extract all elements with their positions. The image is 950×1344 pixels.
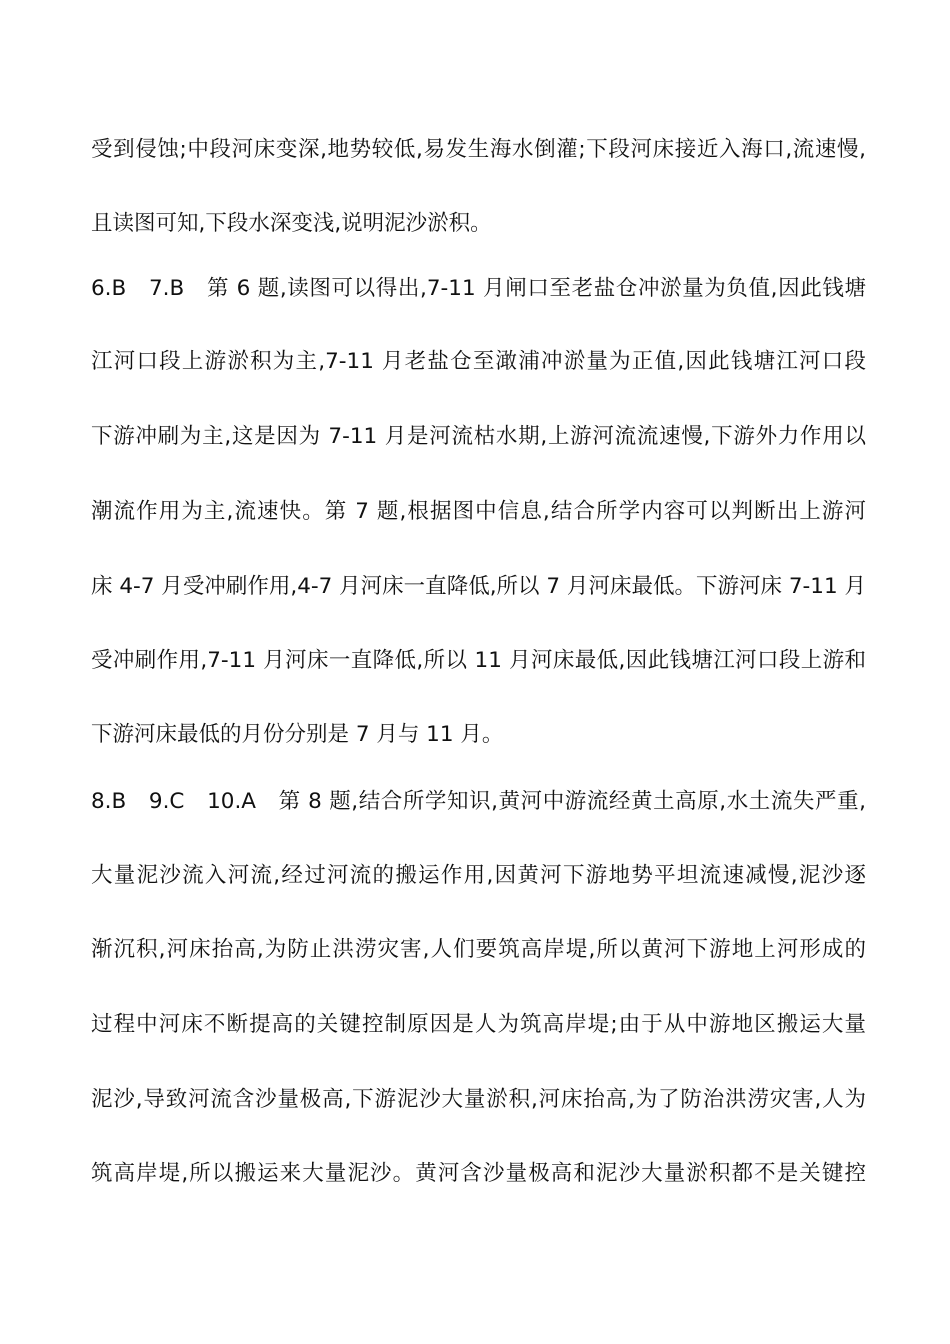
text-line: 床 4-7 月受冲刷作用,4-7 月河床一直降低,所以 7 月河床最低。下游河床 7-11 月	[91, 574, 866, 599]
text-line: 受冲刷作用,7-11 月河床一直降低,所以 11 月河床最低,因此钱塘江河口段上游和	[91, 648, 866, 673]
text-line: 受到侵蚀;中段河床变深,地势较低,易发生海水倒灌;下段河床接近入海口,流速慢,	[91, 137, 866, 162]
text-line: 大量泥沙流入河流,经过河流的搬运作用,因黄河下游地势平坦流速减慢,泥沙逐	[91, 863, 866, 888]
text-line: 下游冲刷为主,这是因为 7-11 月是河流枯水期,上游河流流速慢,下游外力作用以	[91, 424, 866, 449]
text-line: 筑高岸堤,所以搬运来大量泥沙。黄河含沙量极高和泥沙大量淤积都不是关键控	[91, 1161, 866, 1186]
text-line: 泥沙,导致河流含沙量极高,下游泥沙大量淤积,河床抬高,为了防治洪涝灾害,人为	[91, 1087, 866, 1112]
text-line: 渐沉积,河床抬高,为防止洪涝灾害,人们要筑高岸堤,所以黄河下游地上河形成的	[91, 937, 866, 962]
text-line: 6.B 7.B 第 6 题,读图可以得出,7-11 月闸口至老盐仓冲淤量为负值,因此钱塘	[91, 276, 866, 301]
text-line: 且读图可知,下段水深变浅,说明泥沙淤积。	[91, 211, 492, 236]
text-line: 潮流作用为主,流速快。第 7 题,根据图中信息,结合所学内容可以判断出上游河	[91, 499, 866, 524]
text-line: 下游河床最低的月份分别是 7 月与 11 月。	[91, 722, 504, 747]
text-line: 8.B 9.C 10.A 第 8 题,结合所学知识,黄河中游流经黄土高原,水土流失严重,	[91, 789, 866, 814]
text-line: 过程中河床不断提高的关键控制原因是人为筑高岸堤;由于从中游地区搬运大量	[91, 1012, 866, 1037]
text-line: 江河口段上游淤积为主,7-11 月老盐仓至澉浦冲淤量为正值,因此钱塘江河口段	[91, 349, 866, 374]
